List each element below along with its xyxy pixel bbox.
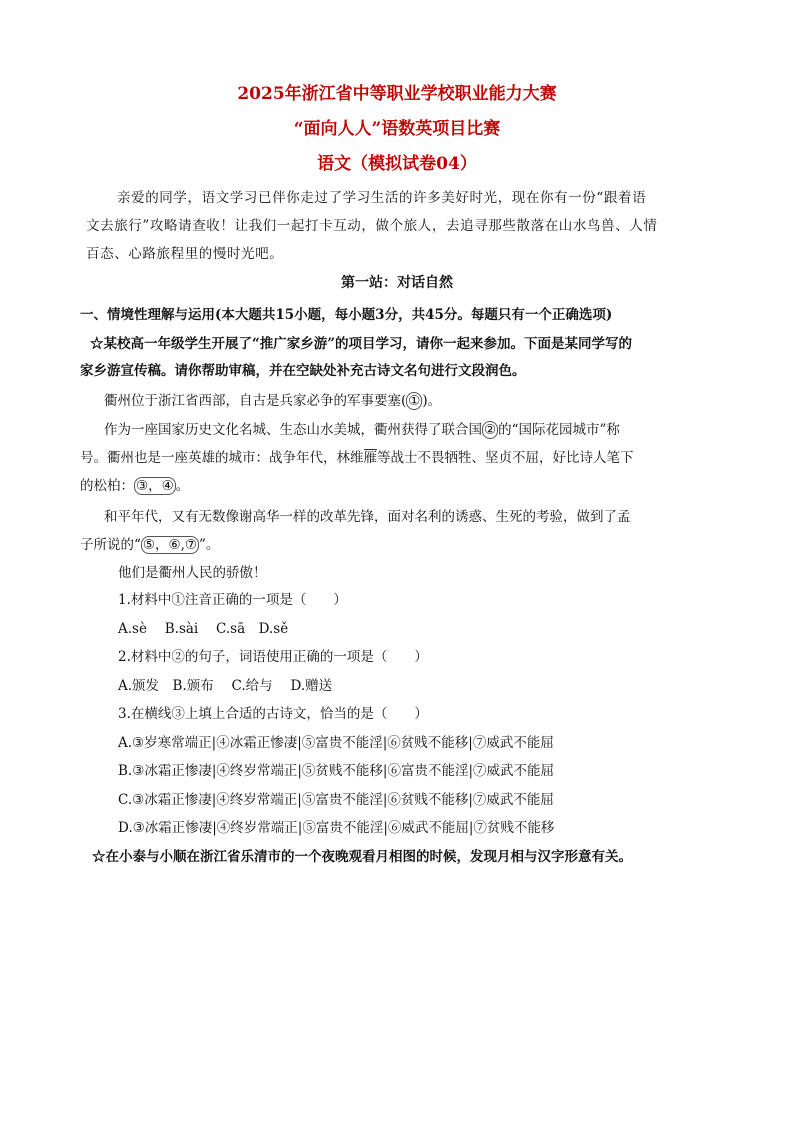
question-2-options: A.颁发 B.颁布 C.给与 D.赠送 bbox=[118, 678, 333, 694]
intro-line-3: 百态、心路旅程里的慢时光吧。 bbox=[86, 246, 284, 262]
passage-text: 的松柏： bbox=[80, 478, 134, 494]
passage-text: 衢州位于浙江省西部，自古是兵家必争的军事要塞( bbox=[104, 393, 407, 409]
blank-marker-3-4: ③，④ bbox=[136, 478, 174, 494]
blank-marker-5-7: ⑤，⑥,⑦ bbox=[142, 537, 198, 553]
passage-line-3 bbox=[80, 446, 634, 466]
task-instruction-line-2: 家乡游宣传稿。请你帮助审稿，并在空缺处补充古诗文名句进行文段润色。 bbox=[80, 363, 526, 379]
intro-line-2: 文去旅行”攻略请查收！让我们一起打卡互动，做个旅人，去追寻那些散落在山水鸟兽、人情 bbox=[86, 218, 658, 234]
passage-text: )。 bbox=[422, 393, 442, 409]
passage-line-4 bbox=[80, 474, 189, 494]
exam-paper-name: 语文（模拟试卷04） bbox=[317, 154, 477, 174]
passage-line-5: 和平年代，又有无数像谢高华一样的改革先锋，面对名利的诱惑、生死的考验，做到了孟 bbox=[104, 509, 631, 525]
marked-character: 雁 bbox=[363, 450, 377, 466]
blank-marker-2: ② bbox=[484, 422, 497, 438]
passage-text: 。 bbox=[175, 478, 190, 494]
passage-text: 作为一座国家历史文化名城、生态山水美城，衢州获得了联合国 bbox=[104, 422, 482, 438]
blank-marker-1: ① bbox=[408, 393, 421, 409]
passage-line-7: 他们是衢州人民的骄傲！ bbox=[118, 565, 267, 581]
question-3-option-c: C.③冰霜正惨凄|④终岁常端正|⑤富贵不能淫|⑥贫贱不能移|⑦威武不能屈 bbox=[118, 792, 554, 808]
task-instruction-line-1: ☆某校高一年级学生开展了“推广家乡游”的项目学习，请你一起来参加。下面是某同学写的 bbox=[90, 336, 633, 352]
question-3-option-d: D.③冰霜正惨凄|④终岁常端正|⑤富贵不能淫|⑥威武不能屈|⑦贫贱不能移 bbox=[118, 820, 555, 836]
passage-text: 的“国际花园城市”称 bbox=[498, 422, 620, 438]
passage-text: 子所说的“ bbox=[80, 537, 141, 553]
passage-line-6 bbox=[80, 533, 219, 553]
exam-title: 2025年浙江省中等职业学校职业能力大赛 bbox=[237, 84, 557, 104]
next-task-instruction: ☆在小泰与小顺在浙江省乐清市的一个夜晚观看月相图的时候，发现月相与汉字形意有关。 bbox=[92, 849, 632, 865]
passage-text: 等战士不畏牺牲、坚贞不屈，好比诗人笔下 bbox=[377, 450, 634, 466]
question-2: 2.材料中②的句子，词语使用正确的一项是（ ） bbox=[118, 649, 428, 665]
passage-line-2 bbox=[104, 418, 620, 438]
section-heading: 一、情境性理解与运用(本大题共15小题，每小题3分，共45分。每题只有一个正确选项) bbox=[80, 307, 613, 323]
passage-line-1 bbox=[104, 389, 441, 409]
station-heading: 第一站：对话自然 bbox=[341, 275, 453, 291]
question-1-options: A.sè B.sài C.sā D.sě bbox=[118, 621, 289, 637]
passage-text: ”。 bbox=[199, 537, 220, 553]
passage-text: 号。衢州也是一座英雄的城市：战争年代，林维 bbox=[80, 450, 364, 466]
question-1: 1.材料中①注音正确的一项是（ ） bbox=[118, 592, 347, 608]
question-3-option-a: A.③岁寒常端正|④冰霜正惨凄|⑤富贵不能淫|⑥贫贱不能移|⑦威武不能屈 bbox=[118, 735, 554, 751]
question-3: 3.在横线③上填上合适的古诗文，恰当的是（ ） bbox=[118, 706, 428, 722]
question-3-option-b: B.③冰霜正惨凄|④终岁常端正|⑤贫贱不能移|⑥富贵不能淫|⑦威武不能屈 bbox=[118, 763, 555, 779]
intro-line-1: 亲爱的同学，语文学习已伴你走过了学习生活的许多美好时光，现在你有一份“跟着语 bbox=[117, 190, 647, 206]
exam-subtitle: “面向人人”语数英项目比赛 bbox=[293, 119, 501, 139]
